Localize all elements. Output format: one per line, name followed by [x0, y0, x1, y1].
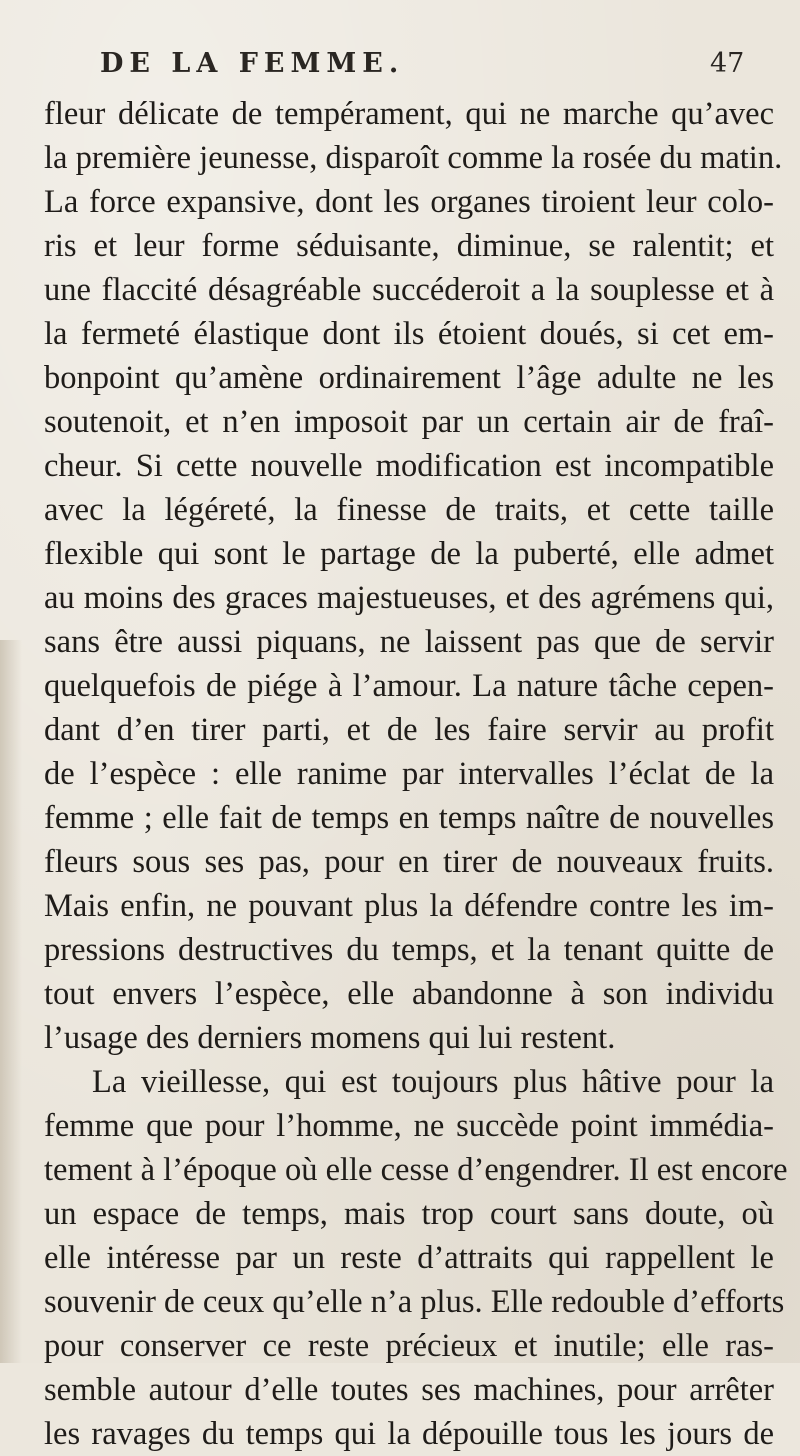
- text-line: soutenoit, et n’en imposoit par un certain air de fraî-: [44, 404, 774, 440]
- text-line: tement à l’époque où elle cesse d’engendrer. Il est encore: [44, 1152, 788, 1188]
- text-line: femme ; elle fait de temps en temps naître de nouvelles: [44, 800, 774, 836]
- text-line: un espace de temps, mais trop court sans doute, où: [44, 1196, 774, 1232]
- text-line: souvenir de ceux qu’elle n’a plus. Elle redouble d’efforts: [44, 1284, 785, 1320]
- text-line: la première jeunesse, disparoît comme la rosée du matin.: [44, 140, 783, 176]
- paragraph-end-line: l’usage des derniers momens qui lui restent.: [44, 1020, 616, 1056]
- text-line: la fermeté élastique dont ils étoient doués, si cet em-: [44, 316, 774, 352]
- text-line: bonpoint qu’amène ordinairement l’âge adulte ne les: [44, 360, 774, 396]
- text-line: femme que pour l’homme, ne succède point immédia-: [44, 1108, 774, 1144]
- text-line: les ravages du temps qui la dépouille tous les jours de: [44, 1416, 774, 1452]
- text-line: cheur. Si cette nouvelle modification est incompatible: [44, 448, 774, 484]
- page-edge-shadow: [0, 640, 22, 1363]
- text-line: Mais enfin, ne pouvant plus la défendre contre les im-: [44, 888, 774, 924]
- text-line: pour conserver ce reste précieux et inutile; elle ras-: [44, 1328, 774, 1364]
- text-line: sans être aussi piquans, ne laissent pas que de servir: [44, 624, 774, 660]
- text-line: au moins des graces majestueuses, et des agrémens qui,: [44, 580, 774, 616]
- text-line: pressions destructives du temps, et la tenant quitte de: [44, 932, 774, 968]
- text-line: elle intéresse par un reste d’attraits qui rappellent le: [44, 1240, 774, 1276]
- running-head: DE LA FEMME.: [100, 48, 405, 79]
- text-line: semble autour d’elle toutes ses machines, pour arrêter: [44, 1372, 774, 1408]
- text-line: flexible qui sont le partage de la puberté, elle admet: [44, 536, 774, 572]
- body-text: [44, 92, 788, 1456]
- text-line: fleurs sous ses pas, pour en tirer de nouveaux fruits.: [44, 844, 774, 880]
- text-line: ris et leur forme séduisante, diminue, se ralentit; et: [44, 228, 774, 264]
- text-line: fleur délicate de tempérament, qui ne marche qu’avec: [44, 96, 774, 132]
- text-line: quelquefois de piége à l’amour. La nature tâche cepen-: [44, 668, 774, 704]
- text-line: dant d’en tirer parti, et de les faire servir au profit: [44, 712, 774, 748]
- text-line: de l’espèce : elle ranime par intervalles l’éclat de la: [44, 756, 774, 792]
- text-line: avec la légéreté, la finesse de traits, et cette taille: [44, 492, 774, 528]
- page-header: [0, 48, 800, 88]
- page-number: 47: [710, 48, 745, 79]
- text-line: une flaccité désagréable succéderoit a la souplesse et à: [44, 272, 774, 308]
- text-line: tout envers l’espèce, elle abandonne à son individu: [44, 976, 774, 1012]
- paragraph-start-line: La vieillesse, qui est toujours plus hâtive pour la: [92, 1064, 774, 1100]
- text-line: La force expansive, dont les organes tiroient leur colo-: [44, 184, 774, 220]
